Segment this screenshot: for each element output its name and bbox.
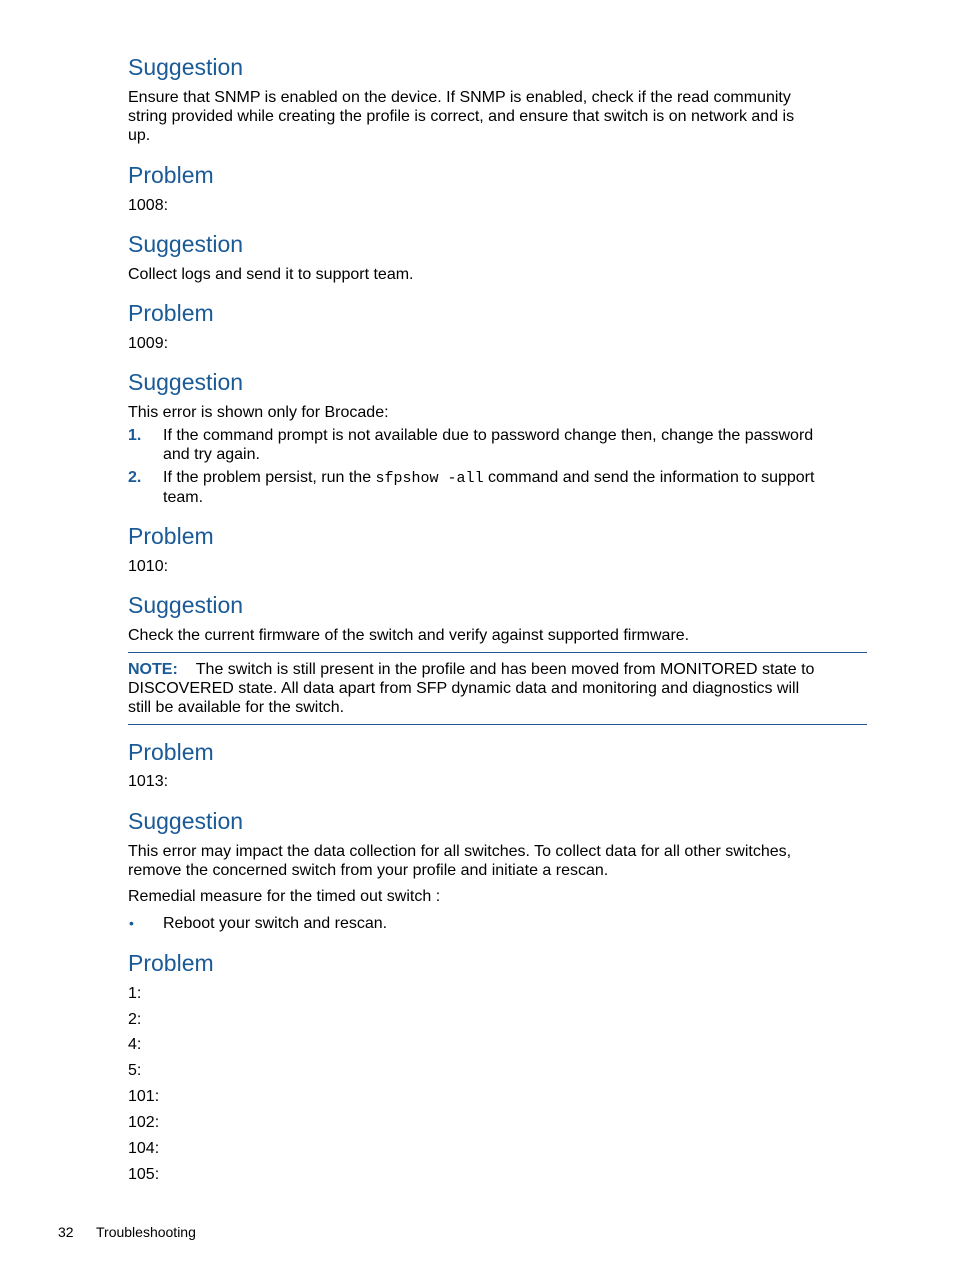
list-number: 2. [128,469,142,486]
numbered-list-item [128,468,868,507]
suggestion-text: Collect logs and send it to support team. [128,266,414,283]
suggestion-intro: This error is shown only for Brocade: [128,404,389,421]
suggestion-heading: Suggestion [128,808,244,834]
list-item-text: team. [163,489,204,506]
remedial-text: Remedial measure for the timed out switch : [128,888,441,905]
list-item-text: If the command prompt is not available due to password change then, change the password [163,427,814,444]
note-text: DISCOVERED state. All data apart from SFP dynamic data and monitoring and diagnostics will [128,680,800,697]
bullet-list-item [128,914,868,933]
note-text: The switch is still present in the profile and has been moved from MONITORED state to [195,661,815,678]
list-item-text: Reboot your switch and rescan. [163,915,388,932]
problem-code: 101: [128,1088,160,1105]
problem-code: 1: [128,985,142,1002]
page-number: 32 [58,1224,74,1240]
problem-heading: Problem [128,739,214,765]
problem-code: 1009: [128,335,169,352]
note-bottom-rule [128,724,867,725]
problem-code: 105: [128,1166,160,1183]
problem-code: 1010: [128,558,169,575]
problem-code: 102: [128,1114,160,1131]
suggestion-text: Ensure that SNMP is enabled on the device. If SNMP is enabled, check if the read community string provided while creating the profile is correct, and ensure that switch is on network and is up. [128,89,795,144]
suggestion-heading: Suggestion [128,592,244,618]
note-text: still be available for the switch. [128,699,345,716]
note-box [128,660,868,717]
suggestion-heading: Suggestion [128,369,244,395]
list-item-text: If the problem persist, run the [163,469,376,486]
list-item-text: and try again. [163,446,260,463]
problem-heading: Problem [128,300,214,326]
suggestion-heading: Suggestion [128,231,244,257]
problem-code: 5: [128,1062,142,1079]
command-code: sfpshow -all [375,470,484,487]
problem-heading: Problem [128,162,214,188]
problem-code: 1008: [128,197,169,214]
problem-code: 104: [128,1140,160,1157]
suggestion-heading: Suggestion [128,54,244,80]
note-top-rule [128,652,867,653]
list-number: 1. [128,427,142,444]
footer-section-title: Troubleshooting [96,1224,196,1240]
note-label: NOTE: [128,661,178,678]
numbered-list-item [128,426,868,464]
problem-code: 2: [128,1011,142,1028]
problem-heading: Problem [128,523,214,549]
bullet-icon: • [129,915,134,931]
list-item-text: command and send the information to support [483,469,815,486]
suggestion-text: Check the current firmware of the switch and verify against supported firmware. [128,627,690,644]
problem-code: 1013: [128,773,169,790]
suggestion-text: This error may impact the data collection for all switches. To collect data for all other switches, remove the concerned switch from your profile and initiate a rescan. [128,843,792,879]
problem-code: 4: [128,1036,142,1053]
problem-heading: Problem [128,950,214,976]
